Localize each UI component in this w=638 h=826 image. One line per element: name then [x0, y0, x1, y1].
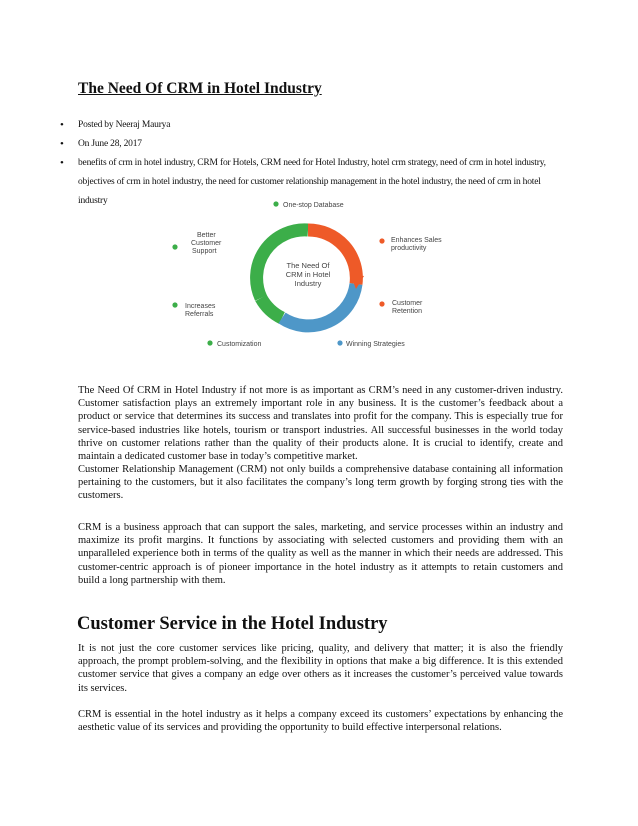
- label-enhances-line-2: productivity: [391, 245, 427, 252]
- label-referrals-line-1: Increases: [185, 303, 216, 310]
- label-enhances-line-1: Enhances Sales: [391, 237, 442, 244]
- dot-green: [273, 201, 278, 206]
- crm-need-diagram: [160, 188, 460, 368]
- label-retention-line-1: Customer: [392, 300, 423, 307]
- diagram-node-customer-retention: [379, 300, 423, 315]
- label-one-stop-database: One-stop Database: [283, 202, 344, 209]
- section-heading-customer-service: Customer Service in the Hotel Industry: [77, 614, 388, 634]
- label-customization: Customization: [217, 341, 262, 348]
- diagram-node-better-support: [172, 232, 222, 255]
- post-author: • Posted by Neeraj Maurya: [60, 116, 560, 135]
- diagram-node-one-stop: [273, 201, 343, 209]
- label-winning-strategies: Winning Strategies: [346, 341, 405, 348]
- dot-green: [172, 302, 177, 307]
- label-referrals-line-2: Referrals: [185, 311, 214, 318]
- diagram-node-customization: [207, 340, 261, 348]
- label-support-line-1: Better: [197, 232, 216, 239]
- ring-arc-blue: [282, 284, 356, 326]
- ring-arc-green-lower: [261, 298, 282, 318]
- article-title: The Need Of CRM in Hotel Industry: [78, 80, 322, 97]
- label-retention-line-2: Retention: [392, 308, 422, 315]
- label-support-line-3: Support: [192, 248, 217, 255]
- diagram-node-enhances-sales: [379, 237, 442, 252]
- dot-green: [207, 340, 212, 345]
- diagram-node-winning-strategies: [337, 340, 405, 348]
- diagram-center-line-3: Industry: [294, 279, 322, 288]
- post-date: • On June 28, 2017: [60, 135, 560, 154]
- diagram-center-line-2: CRM in Hotel: [285, 270, 331, 279]
- diagram-node-increases-referrals: [172, 302, 215, 318]
- label-support-line-2: Customer: [191, 240, 222, 247]
- paragraph-customer-service: It is not just the core customer services like pricing, quality, and delivery that matter; it is also the friendly approach, the prompt problem-solving, and the flexibility in options that make a big difference. It is this extended customer service that gives a company an edge over others as it increases the customer’s perceived value towards its services.: [78, 643, 563, 694]
- dot-orange: [379, 238, 384, 243]
- paragraph-crm-essential: CRM is essential in the hotel industry as it helps a company exceed its customers’ expectations by enhancing the aesthetic value of its services and providing the opportunity to build effective interpersonal relations.: [78, 709, 563, 734]
- dot-blue: [337, 340, 342, 345]
- paragraph-intro: The Need Of CRM in Hotel Industry if not more is as important as CRM’s need in any customer-driven industry. Customer satisfaction plays an extremely important role in any business. It is the customer’s feedback about a product or service that determines its success and translates into profit for the company. This is especially true for service-based industries like hotels, tourism or transport industries. All successful businesses in the world today thrive on customer relations rather than the quality of their products alone. It is crucial to identify, create and maintain a dedicated customer base in today’s competitive market.: [78, 385, 563, 463]
- diagram-center-line-1: The Need Of: [286, 261, 330, 270]
- post-tags: • benefits of crm in hotel industry, CRM for Hotels, CRM need for Hotel Industry, hotel crm strategy, need of crm in hotel industry, objectives of crm in hotel industry, the need for customer relationship management in the hotel industry, the need of crm in hotel industry: [60, 154, 560, 211]
- paragraph-business-approach: CRM is a business approach that can support the sales, marketing, and service processes within an industry and maximize its profit margins. It functions by associating with selected customers and providing them with an unparalleled experience both in terms of the quality as well as the manner in which their needs are addressed. This customer-centric approach is of pioneer importance in the hotel industry as it attempts to retain customers and build a long partnership with them.: [78, 522, 563, 586]
- dot-orange: [379, 301, 384, 306]
- dot-green: [172, 244, 177, 249]
- paragraph-crm-definition: Customer Relationship Management (CRM) not only builds a comprehensive database containing all information pertaining to the customers, but it also facilitates the company’s long term growth by forging strong ties with the customers.: [78, 464, 563, 502]
